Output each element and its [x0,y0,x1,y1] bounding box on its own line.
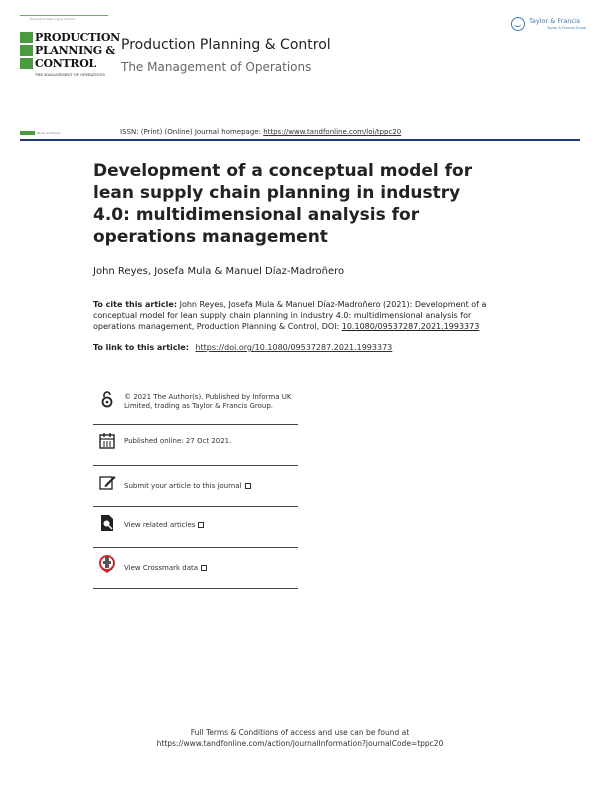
footer-line-1: Full Terms & Conditions of access and use can be found at [190,728,410,737]
external-link-icon [201,565,207,571]
article-title: Development of a conceptual model for lean supply chain planning in industry 4.0: multidimensional analysis for operations management [93,161,473,247]
edit-icon [97,472,117,492]
small-logo-mark [20,131,35,135]
link-label: To link to this article: [93,343,189,352]
related-text[interactable]: View related articles [124,521,196,529]
publisher-logo[interactable] [511,15,587,35]
open-access-lock-icon [97,390,117,410]
citation-label: To cite this article: [93,300,178,309]
issn-label: ISSN: (Print) (Online) Journal homepage: [120,128,261,136]
small-logo-text: Taylor & Francis [37,131,61,135]
search-document-icon [97,513,117,533]
logo-top-text: Production Planning & Control [30,17,75,21]
publisher-tagline: Taylor & Francis Group [547,26,587,30]
journal-logo [20,31,120,75]
article-authors: John Reyes, Josefa Mula & Manuel Díaz-Madroñero [93,266,345,277]
logo-line-1: PRODUCTION [35,31,120,44]
journal-homepage-link[interactable]: https://www.tandfonline.com/loi/tppc20 [263,128,402,136]
external-link-icon [198,522,204,528]
journal-title[interactable]: Production Planning & Control [121,37,331,53]
crossmark-text[interactable]: View Crossmark data [124,564,199,572]
header-divider [20,139,580,141]
publisher-name: Taylor & Francis [529,17,581,25]
published-text: Published online: 27 Oct 2021. [124,437,232,445]
crossmark-row[interactable] [93,548,298,589]
external-link-icon [245,483,251,489]
article-doi-link[interactable]: https://doi.org/10.1080/09537287.2021.1993373 [195,343,393,352]
info-rows [93,384,298,589]
logo-line-3: CONTROL [35,57,96,70]
related-row[interactable] [93,507,298,548]
license-text: © 2021 The Author(s). Published by Informa UK Limited, trading as Taylor & Francis Group. [124,393,292,410]
citation-doi-link[interactable]: 10.1080/09537287.2021.1993373 [341,322,480,331]
footer [0,727,600,749]
logo-line-2: PLANNING & [35,44,116,57]
submit-text[interactable]: Submit your article to this journal [124,482,242,490]
issn-line [120,128,401,136]
footer-terms-link[interactable]: https://www.tandfonline.com/action/journalInformation?journalCode=tppc20 [156,739,444,748]
citation [93,299,513,332]
license-row [93,384,298,425]
journal-subtitle: The Management of Operations [121,60,312,74]
publisher-logo-icon [511,17,525,31]
logo-subtitle: THE MANAGEMENT OF OPERATIONS [35,73,105,77]
calendar-icon [97,431,117,451]
published-row [93,425,298,466]
crossmark-icon [97,554,117,574]
submit-row[interactable] [93,466,298,507]
citation-text: John Reyes, Josefa Mula & Manuel Díaz-Madroñero (2021): Development of a conceptual model for lean supply chain planning in industry 4.0: multidimensional analysis for operations management, Production Planning & Control, DOI: [93,300,487,331]
article-link [93,343,392,352]
